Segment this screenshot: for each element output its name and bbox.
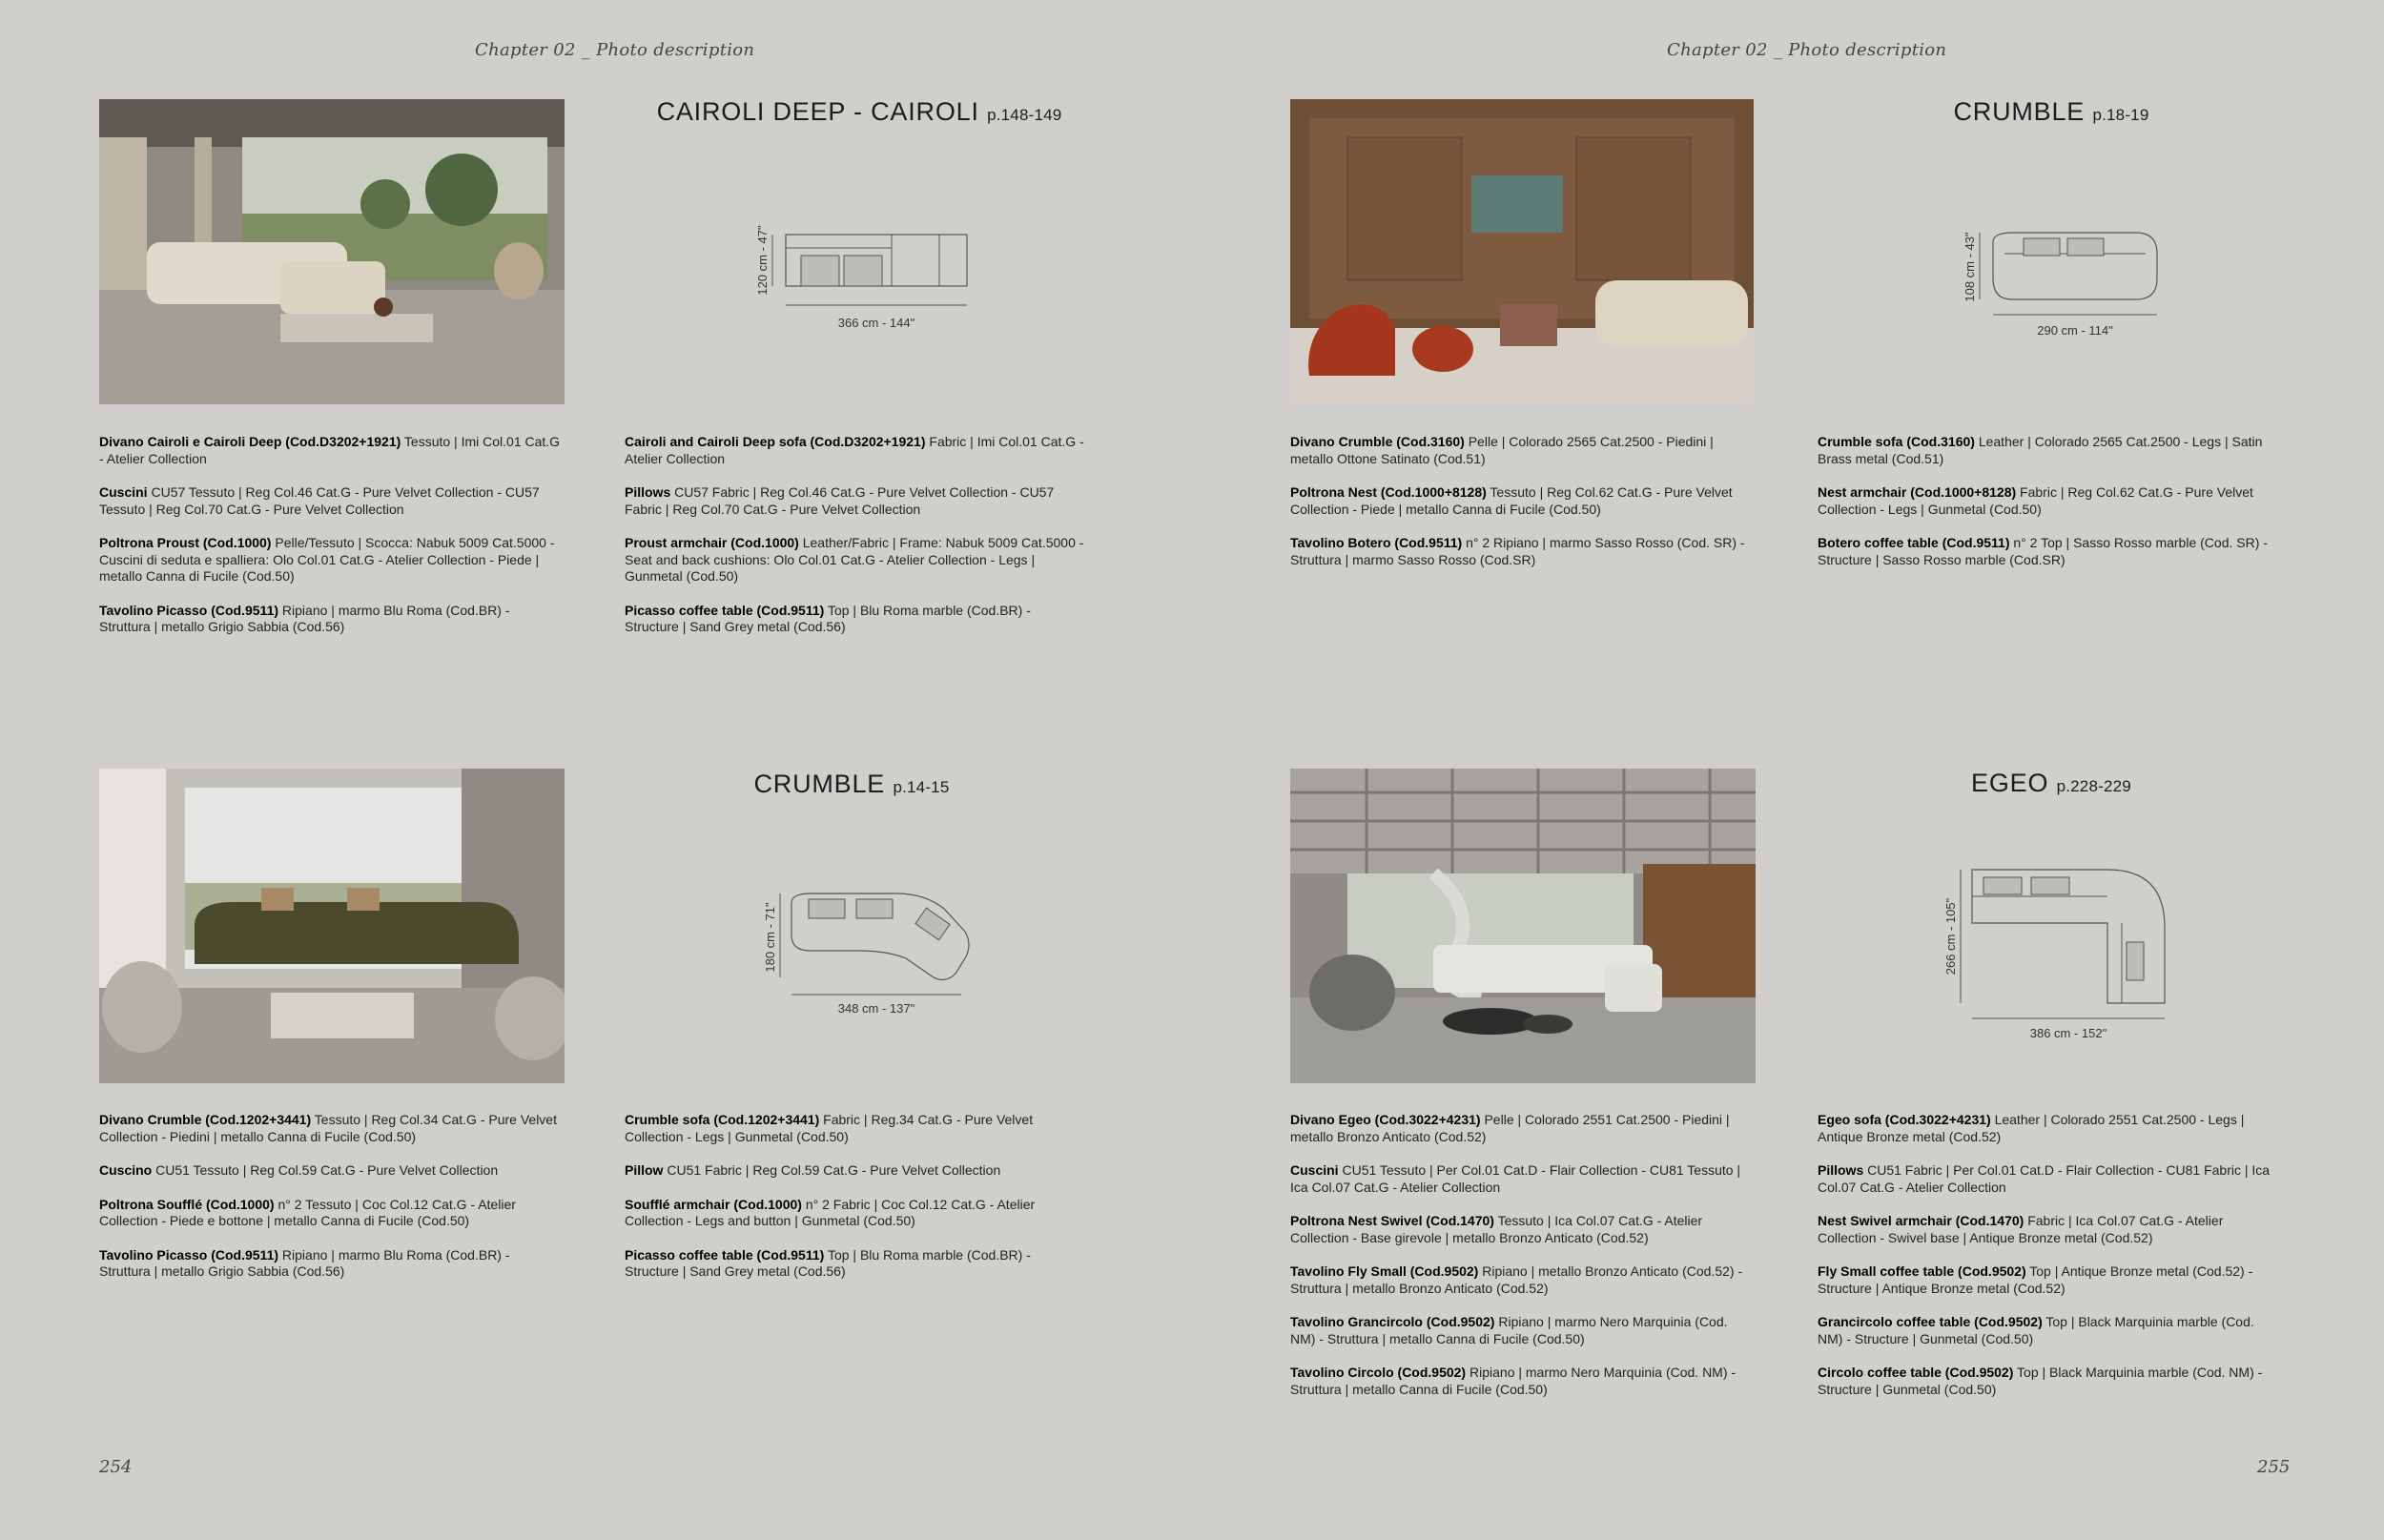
title-text: CAIROLI DEEP - CAIROLI — [656, 97, 979, 126]
dim-height: 266 cm - 105" — [1943, 897, 1958, 975]
desc-item: Grancircolo coffee table (Cod.9502) Top | Black Marquinia marble (Cod. NM) - Structure | Gunmetal (Cod.50) — [1818, 1314, 2254, 1346]
photo-egeo-image — [1290, 769, 1756, 1083]
desc-item: Picasso coffee table (Cod.9511) Top | Blu Roma marble (Cod.BR) - Structure | Sand Grey metal (Cod.56) — [625, 602, 1031, 634]
title-crumble-1 — [1822, 97, 2280, 127]
desc-item: Nest armchair (Cod.1000+8128) Fabric | Reg Col.62 Cat.G - Pure Velvet Collection - Legs | Gunmetal (Cod.50) — [1818, 484, 2253, 517]
desc-item: Tavolino Picasso (Cod.9511) Ripiano | marmo Blu Roma (Cod.BR) - Struttura | metallo Grigio Sabbia (Cod.56) — [99, 602, 510, 634]
desc-item: Cuscini CU57 Tessuto | Reg Col.46 Cat.G - Pure Velvet Collection - CU57 Tessuto | Reg Col.70 Cat.G - Pure Velvet Collection — [99, 484, 540, 517]
desc-item: Poltrona Soufflé (Cod.1000) n° 2 Tessuto | Coc Col.12 Cat.G - Atelier Collection - Piede e bottone | metallo Canna di Fucile (Cod.50) — [99, 1196, 516, 1228]
desc-item: Tavolino Circolo (Cod.9502) Ripiano | marmo Nero Marquinia (Cod. NM) - Struttura | metallo Canna di Fucile (Cod.50) — [1290, 1365, 1737, 1397]
diagram-crumble-2 — [744, 882, 992, 1025]
desc-item: Picasso coffee table (Cod.9511) Top | Blu Roma marble (Cod.BR) - Structure | Sand Grey metal (Cod.56) — [625, 1246, 1031, 1279]
desc-item: Cuscino CU51 Tessuto | Reg Col.59 Cat.G - Pure Velvet Collection — [99, 1162, 499, 1178]
desc-it-cairoli — [99, 434, 562, 653]
desc-item: Pillows CU57 Fabric | Reg Col.46 Cat.G - Pure Velvet Collection - CU57 Fabric | Reg Col.70 Cat.G - Pure Velvet Collection — [625, 484, 1055, 517]
photo-egeo — [1290, 769, 1756, 1083]
desc-item: Nest Swivel armchair (Cod.1470) Fabric | Ica Col.07 Cat.G - Atelier Collection - Swivel base | Antique Bronze metal (Cod.52) — [1818, 1213, 2224, 1245]
dim-height: 108 cm - 43" — [1963, 232, 1977, 302]
desc-item: Pillows CU51 Fabric | Per Col.01 Cat.D - Flair Collection - CU81 Fabric | Ica Col.07 Cat.G - Atelier Collection — [1818, 1162, 2271, 1195]
dim-width: 386 cm - 152" — [2029, 1026, 2107, 1040]
dim-height: 180 cm - 71" — [763, 902, 777, 973]
page-number-right: 255 — [2257, 1457, 2291, 1477]
title-text: EGEO — [1971, 769, 2049, 797]
dim-width: 348 cm - 137" — [837, 1001, 915, 1016]
dim-width: 290 cm - 114" — [2037, 323, 2113, 338]
desc-it-egeo — [1290, 1112, 1753, 1415]
desc-item: Crumble sofa (Cod.3160) Leather | Colorado 2565 Cat.2500 - Legs | Satin Brass metal (Cod.51) — [1818, 434, 2263, 466]
desc-it-crumble-1 — [1290, 434, 1753, 585]
desc-item: Divano Crumble (Cod.1202+3441) Tessuto | Reg Col.34 Cat.G - Pure Velvet Collection - Piedini | metallo Canna di Fucile (Cod.50) — [99, 1112, 557, 1144]
title-cairoli — [630, 97, 1088, 127]
desc-item: Crumble sofa (Cod.1202+3441) Fabric | Reg.34 Cat.G - Pure Velvet Collection - Legs | Gunmetal (Cod.50) — [625, 1112, 1034, 1144]
desc-en-crumble-1 — [1818, 434, 2280, 585]
desc-item: Cairoli and Cairoli Deep sofa (Cod.D3202+1921) Fabric | Imi Col.01 Cat.G - Atelier Collection — [625, 434, 1084, 466]
desc-item: Tavolino Grancircolo (Cod.9502) Ripiano | marmo Nero Marquinia (Cod. NM) - Struttura | metallo Canna di Fucile (Cod.50) — [1290, 1314, 1728, 1346]
title-crumble-2 — [623, 770, 1080, 799]
diagram-cairoli — [744, 221, 992, 345]
desc-it-crumble-2 — [99, 1112, 562, 1298]
photo-crumble-1 — [1290, 99, 1754, 404]
desc-item: Divano Cairoli e Cairoli Deep (Cod.D3202+1921) Tessuto | Imi Col.01 Cat.G - Atelier Collection — [99, 434, 561, 466]
desc-item: Soufflé armchair (Cod.1000) n° 2 Fabric | Coc Col.12 Cat.G - Atelier Collection - Legs and button | Gunmetal (Cod.50) — [625, 1196, 1036, 1228]
desc-item: Circolo coffee table (Cod.9502) Top | Black Marquinia marble (Cod. NM) - Structure | Gunmetal (Cod.50) — [1818, 1365, 2263, 1397]
title-pages: p.148-149 — [987, 106, 1062, 124]
desc-item: Tavolino Picasso (Cod.9511) Ripiano | marmo Blu Roma (Cod.BR) - Struttura | metallo Grigio Sabbia (Cod.56) — [99, 1246, 510, 1279]
desc-item: Botero coffee table (Cod.9511) n° 2 Top | Sasso Rosso marble (Cod. SR) - Structure | Sasso Rosso marble (Cod.SR) — [1818, 535, 2268, 567]
dim-width: 366 cm - 144" — [837, 316, 915, 330]
desc-en-crumble-2 — [625, 1112, 1087, 1298]
desc-item: Divano Egeo (Cod.3022+4231) Pelle | Colorado 2551 Cat.2500 - Piedini | metallo Bronzo Anticato (Cod.52) — [1290, 1112, 1730, 1144]
desc-en-egeo — [1818, 1112, 2280, 1415]
chapter-header-left: Chapter 02 _ Photo description — [475, 40, 755, 60]
desc-en-cairoli — [625, 434, 1087, 653]
chapter-header-right: Chapter 02 _ Photo description — [1667, 40, 1947, 60]
page-number-left: 254 — [99, 1457, 133, 1477]
title-pages: p.14-15 — [893, 778, 950, 796]
desc-item: Poltrona Nest Swivel (Cod.1470) Tessuto | Ica Col.07 Cat.G - Atelier Collection - Base girevole | metallo Bronzo Anticato (Cod.52) — [1290, 1213, 1703, 1245]
photo-crumble-2-image — [99, 769, 565, 1083]
photo-crumble-2 — [99, 769, 565, 1083]
desc-item: Fly Small coffee table (Cod.9502) Top | Antique Bronze metal (Cod.52) - Structure | Antique Bronze metal (Cod.52) — [1818, 1263, 2253, 1296]
desc-item: Proust armchair (Cod.1000) Leather/Fabric | Frame: Nabuk 5009 Cat.5000 - Seat and back cushions: Olo Col.01 Cat.G - Atelier Collection - Legs | Gunmetal (Cod.50) — [625, 535, 1084, 584]
title-text: CRUMBLE — [1953, 97, 2086, 126]
desc-item: Egeo sofa (Cod.3022+4231) Leather | Colorado 2551 Cat.2500 - Legs | Antique Bronze metal (Cod.52) — [1818, 1112, 2245, 1144]
desc-item: Poltrona Proust (Cod.1000) Pelle/Tessuto | Scocca: Nabuk 5009 Cat.5000 - Cuscini di seduta e spalliera: Olo Col.01 Cat.G - Atelier Collection - Piede | metallo Canna di Fucile (Cod.50) — [99, 535, 555, 584]
title-pages: p.228-229 — [2056, 777, 2131, 795]
desc-item: Tavolino Fly Small (Cod.9502) Ripiano | metallo Bronzo Anticato (Cod.52) - Struttura | metallo Bronzo Anticato (Cod.52) — [1290, 1263, 1743, 1296]
desc-item: Poltrona Nest (Cod.1000+8128) Tessuto | Reg Col.62 Cat.G - Pure Velvet Collection - Piede | metallo Canna di Fucile (Cod.50) — [1290, 484, 1733, 517]
desc-item: Divano Crumble (Cod.3160) Pelle | Colorado 2565 Cat.2500 - Piedini | metallo Ottone Satinato (Cod.51) — [1290, 434, 1714, 466]
title-pages: p.18-19 — [2092, 106, 2149, 124]
photo-crumble-1-image — [1290, 99, 1754, 404]
photo-cairoli — [99, 99, 565, 404]
desc-item: Pillow CU51 Fabric | Reg Col.59 Cat.G - Pure Velvet Collection — [625, 1162, 1001, 1178]
title-egeo — [1822, 769, 2280, 798]
diagram-egeo — [1926, 858, 2193, 1049]
desc-item: Cuscini CU51 Tessuto | Per Col.01 Cat.D - Flair Collection - CU81 Tessuto | Ica Col.07 Cat.G - Atelier Collection — [1290, 1162, 1741, 1195]
desc-item: Tavolino Botero (Cod.9511) n° 2 Ripiano | marmo Sasso Rosso (Cod. SR) - Struttura | marmo Sasso Rosso (Cod.SR) — [1290, 535, 1745, 567]
title-text: CRUMBLE — [753, 770, 886, 798]
photo-cairoli-image — [99, 99, 565, 404]
diagram-crumble-1 — [1945, 221, 2193, 345]
dim-height: 120 cm - 47" — [755, 225, 770, 296]
